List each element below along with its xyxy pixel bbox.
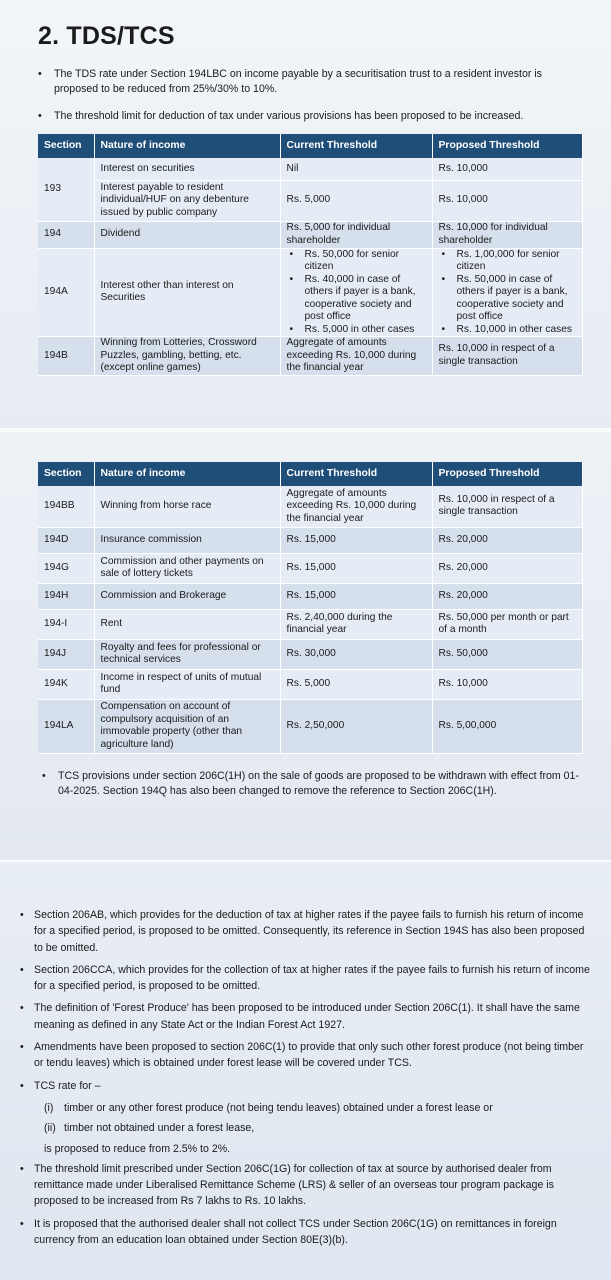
list-item-continuation: is proposed to reduce from 2.5% to 2%. bbox=[44, 1142, 231, 1155]
proposed-cell bbox=[432, 248, 582, 337]
section-cell: 194BB bbox=[38, 486, 94, 527]
page-section-2 bbox=[0, 432, 611, 860]
table-header-row bbox=[38, 134, 582, 158]
proposed-cell: Rs. 50,000 bbox=[432, 639, 582, 669]
tcs-note-list bbox=[40, 769, 588, 811]
section-cell: 194-I bbox=[38, 609, 94, 639]
section-cell: 194B bbox=[38, 337, 94, 376]
proposed-cell: Rs. 20,000 bbox=[432, 553, 582, 583]
header-proposed: Proposed Threshold bbox=[432, 134, 582, 158]
section-cell: 194A bbox=[38, 248, 94, 337]
list-item: • Section 206AB, which provides for the deduction of tax at higher rates if the payee fails to furnish his return of income for a specified period, is proposed to be omitted. Consequently, its reference in Section 194S has also been proposed to be omitted. bbox=[20, 907, 590, 956]
current-cell: Nil bbox=[280, 158, 432, 180]
table-row bbox=[38, 553, 582, 583]
table-header-row bbox=[38, 462, 582, 486]
page-divider bbox=[0, 860, 611, 862]
nature-cell: Interest other than interest on Securities bbox=[94, 248, 280, 337]
proposed-cell: Rs. 20,000 bbox=[432, 583, 582, 609]
nature-cell: Insurance commission bbox=[94, 527, 280, 553]
intro-bullet-list bbox=[36, 67, 588, 136]
nature-cell: Dividend bbox=[94, 221, 280, 248]
table-row bbox=[38, 248, 582, 337]
table-row bbox=[38, 609, 582, 639]
table-row bbox=[38, 180, 582, 221]
sub-item-number: (i) bbox=[44, 1101, 54, 1114]
page-title: 2. TDS/TCS bbox=[38, 22, 175, 50]
table-row bbox=[38, 221, 582, 248]
table-row bbox=[38, 486, 582, 527]
section-cell: 194H bbox=[38, 583, 94, 609]
current-cell: Rs. 2,50,000 bbox=[280, 699, 432, 753]
intro-bullet: • The TDS rate under Section 194LBC on income payable by a securitisation trust to a resident investor is proposed to be reduced from 25%/30% to 10%. bbox=[36, 67, 588, 97]
current-cell: Aggregate of amounts exceeding Rs. 10,000 during the financial year bbox=[280, 337, 432, 376]
table-row bbox=[38, 699, 582, 753]
section-cell: 194K bbox=[38, 669, 94, 699]
header-section: Section bbox=[38, 134, 94, 158]
proposed-cell: Rs. 10,000 in respect of a single transaction bbox=[432, 337, 582, 376]
nature-cell: Interest payable to resident individual/HUF on any debenture issued by public company bbox=[94, 180, 280, 221]
table-row bbox=[38, 639, 582, 669]
section-cell: 194G bbox=[38, 553, 94, 583]
proposed-cell: Rs. 10,000 bbox=[432, 158, 582, 180]
nature-cell: Winning from Lotteries, Crossword Puzzles, gambling, betting, etc. (except online games) bbox=[94, 337, 280, 376]
tcs-bullet-list bbox=[20, 907, 590, 1254]
nature-cell: Commission and Brokerage bbox=[94, 583, 280, 609]
table-row bbox=[38, 583, 582, 609]
current-cell: Rs. 5,000 bbox=[280, 180, 432, 221]
proposed-cell: Rs. 10,000 bbox=[432, 669, 582, 699]
nature-cell: Commission and other payments on sale of lottery tickets bbox=[94, 553, 280, 583]
proposed-cell: Rs. 20,000 bbox=[432, 527, 582, 553]
current-cell: Rs. 15,000 bbox=[280, 527, 432, 553]
threshold-table-1 bbox=[38, 134, 583, 376]
table-row bbox=[38, 337, 582, 376]
sub-item bbox=[20, 1120, 590, 1136]
section-cell: 194 bbox=[38, 221, 94, 248]
header-current: Current Threshold bbox=[280, 134, 432, 158]
list-item: • TCS rate for – bbox=[20, 1078, 590, 1094]
sub-item-number: (ii) bbox=[44, 1122, 56, 1135]
intro-bullet: • The threshold limit for deduction of tax under various provisions has been proposed to be increased. bbox=[36, 109, 588, 124]
table-row bbox=[38, 669, 582, 699]
proposed-cell: Rs. 5,00,000 bbox=[432, 699, 582, 753]
table-row bbox=[38, 158, 582, 180]
tcs-note: • TCS provisions under section 206C(1H) on the sale of goods are proposed to be withdrawn with effect from 01-04-2025. Section 194Q has also been changed to remove the reference to Section 206C(1H). bbox=[40, 769, 588, 799]
list-item: • Amendments have been proposed to section 206C(1) to provide that only such other forest produce (not being timber or tendu leaves) which is obtained under forest lease will be covered under TCS. bbox=[20, 1039, 590, 1072]
proposed-cell: Rs. 10,000 for individual shareholder bbox=[432, 221, 582, 248]
section-cell: 194LA bbox=[38, 699, 94, 753]
nature-cell: Winning from horse race bbox=[94, 486, 280, 527]
header-section: Section bbox=[38, 462, 94, 486]
section-cell: 194J bbox=[38, 639, 94, 669]
sub-item-text: timber or any other forest produce (not being tendu leaves) obtained under a forest lease or bbox=[64, 1101, 493, 1114]
table-row bbox=[38, 527, 582, 553]
header-proposed: Proposed Threshold bbox=[432, 462, 582, 486]
proposed-cell: Rs. 10,000 bbox=[432, 180, 582, 221]
threshold-table-2 bbox=[38, 462, 583, 754]
section-cell: 194D bbox=[38, 527, 94, 553]
nature-cell: Interest on securities bbox=[94, 158, 280, 180]
list-item: • Section 206CCA, which provides for the collection of tax at higher rates if the payee fails to furnish his return of income for a specified period, is proposed to be omitted. bbox=[20, 962, 590, 995]
list-item: • Rs. 40,000 in case of others if payer is a bank, cooperative society and post office bbox=[287, 274, 426, 324]
page-section-1 bbox=[0, 0, 611, 428]
current-cell: Rs. 2,40,000 during the financial year bbox=[280, 609, 432, 639]
header-nature: Nature of income bbox=[94, 462, 280, 486]
current-cell: Rs. 5,000 for individual shareholder bbox=[280, 221, 432, 248]
nature-cell: Rent bbox=[94, 609, 280, 639]
list-item: • The threshold limit prescribed under Section 206C(1G) for collection of tax at source by authorised dealer from remittance made under Liberalised Remittance Scheme (LRS) & seller of an overseas tour program package is proposed to be increased from Rs 7 lakhs to Rs. 10 lakhs. bbox=[20, 1161, 590, 1210]
current-cell bbox=[280, 248, 432, 337]
page-section-3 bbox=[0, 862, 611, 1280]
current-cell: Rs. 15,000 bbox=[280, 553, 432, 583]
header-nature: Nature of income bbox=[94, 134, 280, 158]
list-item: • Rs. 50,000 in case of others if payer is a bank, cooperative society and post office bbox=[439, 274, 576, 324]
list-item: • Rs. 10,000 in other cases bbox=[439, 324, 576, 337]
sub-item bbox=[20, 1100, 590, 1116]
section-cell: 193 bbox=[38, 158, 94, 221]
list-item: • It is proposed that the authorised dealer shall not collect TCS under Section 206C(1G) on remittances in foreign currency from an education loan obtained under Section 80E(3)(b). bbox=[20, 1216, 590, 1249]
sub-item-text: timber not obtained under a forest lease, bbox=[64, 1122, 255, 1135]
current-cell: Aggregate of amounts exceeding Rs. 10,000 during the financial year bbox=[280, 486, 432, 527]
current-cell: Rs. 15,000 bbox=[280, 583, 432, 609]
proposed-cell: Rs. 50,000 per month or part of a month bbox=[432, 609, 582, 639]
nature-cell: Income in respect of units of mutual fund bbox=[94, 669, 280, 699]
proposed-cell: Rs. 10,000 in respect of a single transaction bbox=[432, 486, 582, 527]
list-item: • Rs. 5,000 in other cases bbox=[287, 324, 426, 337]
list-item: • The definition of 'Forest Produce' has been proposed to be introduced under Section 206C(1). It shall have the same meaning as defined in any State Act or the Indian Forest Act 1927. bbox=[20, 1000, 590, 1033]
header-current: Current Threshold bbox=[280, 462, 432, 486]
current-cell: Rs. 30,000 bbox=[280, 639, 432, 669]
current-cell: Rs. 5,000 bbox=[280, 669, 432, 699]
list-item: • Rs. 1,00,000 for senior citizen bbox=[439, 249, 576, 274]
nature-cell: Compensation on account of compulsory acquisition of an immovable property (other than agriculture land) bbox=[94, 699, 280, 753]
list-item: • Rs. 50,000 for senior citizen bbox=[287, 249, 426, 274]
nature-cell: Royalty and fees for professional or technical services bbox=[94, 639, 280, 669]
page-divider bbox=[0, 428, 611, 432]
